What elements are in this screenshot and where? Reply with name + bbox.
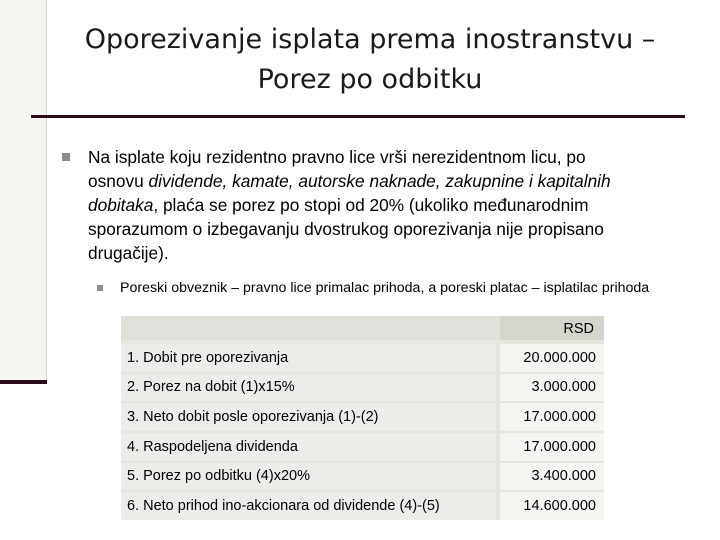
table-row-5-label: 5. Porez po odbitku (4)x20%: [121, 463, 496, 490]
left-decorative-band: [0, 0, 47, 384]
dividend-tax-table: [121, 316, 604, 520]
table-row-1-value: 20.000.000: [500, 344, 604, 372]
main-bullet-line-1: Na isplate koju rezidentno pravno lice vrši nerezidentnom licu, po: [88, 147, 586, 167]
slide-title-line-2: Porez po odbitku: [257, 64, 483, 95]
title-divider: [31, 115, 685, 118]
table-row-6-label: 6. Neto prihod ino-akcionara od dividende (4)-(5): [121, 492, 496, 520]
table-row-6-value: 14.600.000: [500, 492, 604, 520]
main-bullet-line-5: drugačije).: [88, 243, 169, 263]
sub-bullet-icon: [97, 285, 103, 291]
main-bullet-line-2b: dividende, kamate, autorske naknade, zakupnine i kapitalnih: [148, 171, 611, 191]
main-bullet-line-3b: , plaća se porez po stopi od 20% (ukoliko međunarodnim: [153, 195, 589, 215]
table-row-4-label: 4. Raspodeljena dividenda: [121, 433, 496, 461]
main-bullet-text: [88, 145, 698, 265]
table-row-4-value: 17.000.000: [500, 433, 604, 461]
main-bullet-line-2a: osnovu: [88, 171, 149, 191]
table-row-5-value: 3.400.000: [500, 463, 604, 490]
table-row-1-label: 1. Dobit pre oporezivanja: [121, 344, 496, 372]
table-row-2-value: 3.000.000: [500, 374, 604, 401]
table-row-3-label: 3. Neto dobit posle oporezivanja (1)-(2): [121, 403, 496, 431]
slide-title-line-1: Oporezivanje isplata prema inostranstvu –: [84, 24, 656, 55]
table-row-3-value: 17.000.000: [500, 403, 604, 431]
main-bullet-icon: [62, 153, 70, 161]
table-currency-header: RSD: [500, 316, 604, 340]
slide-title: [60, 20, 680, 100]
main-bullet-line-3a: dobitaka: [88, 195, 154, 215]
left-band-edge: [46, 0, 47, 384]
main-bullet-line-4: sporazumom o izbegavanju dvostrukog oporezivanja nije propisano: [88, 219, 604, 239]
table-row-2-label: 2. Porez na dobit (1)x15%: [121, 374, 496, 401]
sub-bullet-text: Poreski obveznik – pravno lice primalac prihoda, a poreski platac – isplatilac prihoda: [120, 280, 650, 296]
left-band-accent-bar: [0, 380, 47, 384]
table-header-blank: [121, 316, 500, 340]
